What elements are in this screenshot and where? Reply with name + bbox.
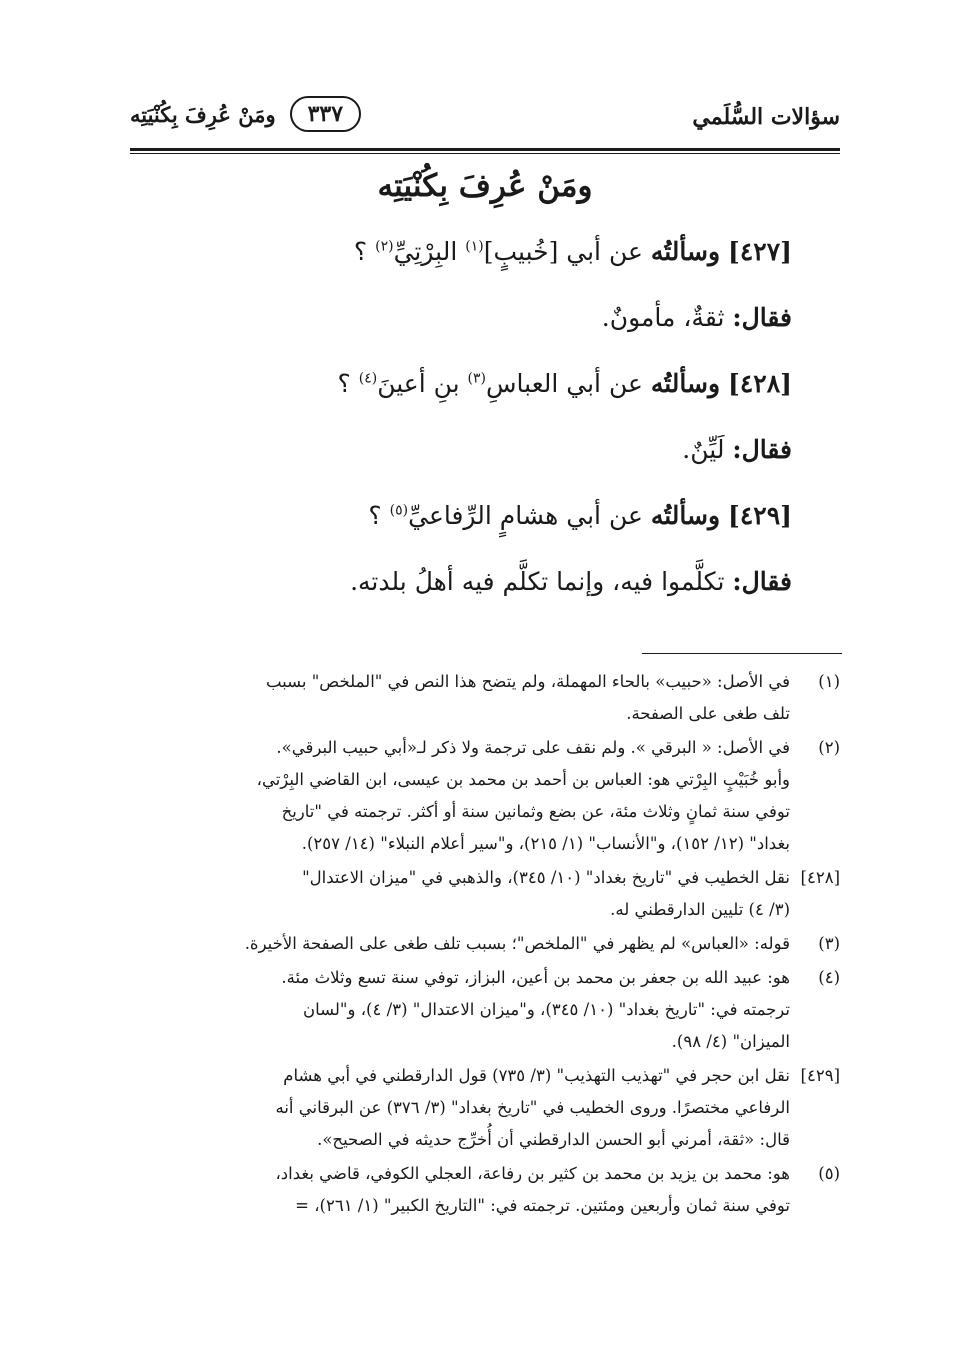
header-rule-thin [130, 153, 840, 154]
footnote-ref: (٥) [389, 502, 409, 519]
question-428: [٤٢٨] وسألتُه عن أبي العباسِ$^{(٣)}$ بنِ أعينَ$^{(٤)}$ ؟ [337, 369, 792, 398]
answer-428: فقال: لَيِّنٌ. [682, 435, 792, 464]
footnote-2: (٢) في الأصل: « البرقي ». ولم نقف على ترجمة ولا ذكر لـ«أبي حبيب البرقي». وأبو خُبَيْبٍ البِرْتي هو: العباس بن أحمد بن محمد بن عيسى، ابن القاضي البِرْتي، توفي سنة ثمانٍ وثلاث مئة، عن بضع وثمانين سنة أو أكثر. ترجمته في "تاريخ بغداد" (١٢/ ١٥٢)، و"الأنساب" (١/ ٢١٥)، و"سير أعلام النبلاء" (١٤/ ٢٥٧). [256, 738, 840, 853]
question-429: [٤٢٩] وسألتُه عن أبي هشامٍ الرِّفاعيِّ$^{(٥)}$ ؟ [368, 501, 792, 530]
footnote-separator [642, 653, 842, 654]
footnote-ref: (٢) [375, 238, 394, 255]
chapter-heading: ومَنْ عُرِفَ بِكُنْيَتِه [377, 168, 593, 204]
footnote-3: (٣) قوله: «العباس» لم يظهر في "الملخص"؛ بسبب تلف طغى على الصفحة الأخيرة. [244, 934, 840, 953]
footnote-ref: (٤) [358, 370, 378, 387]
book-title: سؤالات السُّلَمي [692, 104, 840, 130]
question-427: [٤٢٧] وسألتُه عن أبي [خُبيبٍ]$^{(١)}$ البِرْتِيِّ$^{(٢)}$ ؟ [353, 237, 792, 266]
page-header [130, 92, 840, 142]
footnote-ref: (٣) [467, 370, 487, 387]
main-text [152, 232, 792, 628]
header-rule-thick [130, 148, 840, 151]
page-number: ٣٣٧ [290, 96, 361, 132]
footnote-429: [٤٢٩] نقل ابن حجر في "تهذيب التهذيب" (٣/ ٧٣٥) قول الدارقطني في أبي هشام الرفاعي مختصرًا. وروى الخطيب في "تاريخ بغداد" (٣/ ٣٧٦) عن البرقاني أنه قال: «ثقة، أمرني أبو الحسن الدارقطني أن أُخرِّج حديثه في الصحيح». [275, 1066, 840, 1149]
footnote-1: (١) في الأصل: «حبيب» بالحاء المهملة، ولم يتضح هذا النص في "الملخص" بسبب تلف طغى على الصفحة. [265, 672, 840, 723]
footnote-ref: (١) [465, 238, 484, 255]
answer-427: فقال: ثقةٌ، مأمونٌ. [601, 303, 792, 332]
header-left-group [130, 96, 361, 132]
footnote-4: (٤) هو: عبيد الله بن جعفر بن محمد بن أعين، البزاز، توفي سنة تسع وثلاث مئة. ترجمته في: "تاريخ بغداد" (١٠/ ٣٤٥)، و"ميزان الاعتدال" (٣/ ٤)، و"لسان الميزان" (٤/ ٩٨). [281, 968, 840, 1051]
footnote-5: (٥) هو: محمد بن يزيد بن محمد بن كثير بن رفاعة، العجلي الكوفي، قاضي بغداد، توفي سنة ثمان وأربعين ومئتين. ترجمته في: "التاريخ الكبير" (١/ ٢٦١)، = [275, 1164, 840, 1215]
footnotes [130, 666, 840, 1224]
running-chapter-title: ومَنْ عُرِفَ بِكُنْيَتِه [130, 101, 276, 127]
footnote-428: [٤٢٨] نقل الخطيب في "تاريخ بغداد" (١٠/ ٣٤٥)، والذهبي في "ميزان الاعتدال" (٣/ ٤) تليين الدارقطني له. [302, 868, 840, 919]
answer-429: فقال: تكلَّموا فيه، وإنما تكلَّم فيه أهلُ بلدته. [350, 567, 792, 596]
